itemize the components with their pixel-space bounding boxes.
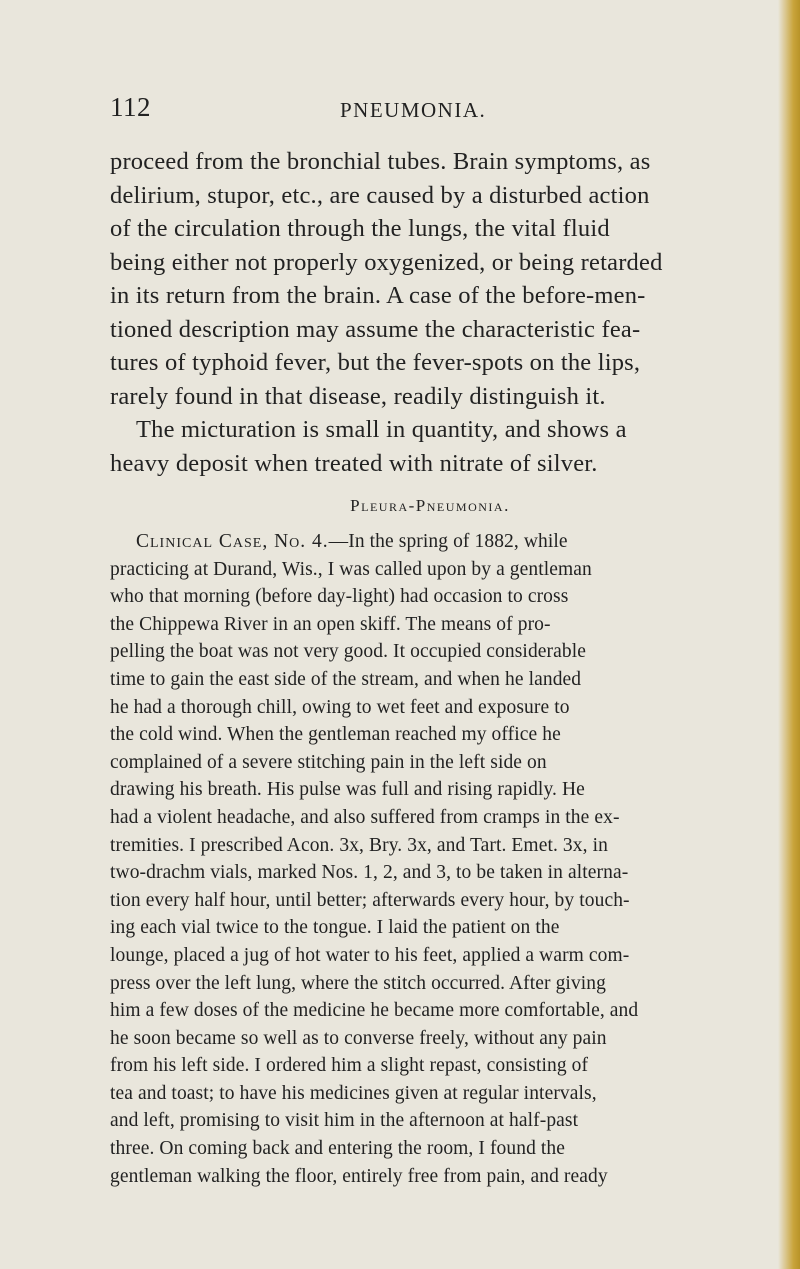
text-line: tioned description may assume the characteristic fea- (110, 315, 641, 343)
text-line: gentleman walking the floor, entirely free from pain, and ready (110, 1165, 608, 1187)
clinical-case-paragraph (110, 528, 750, 1190)
text-line: lounge, placed a jug of hot water to his feet, applied a warm com- (110, 944, 630, 966)
text-line: the cold wind. When the gentleman reached my office he (110, 724, 561, 746)
text-line: press over the left lung, where the stitch occurred. After giving (110, 972, 607, 994)
text-line: three. On coming back and entering the room, I found the (110, 1138, 566, 1160)
text-line: practicing at Durand, Wis., I was called upon by a gentleman (110, 558, 592, 580)
text-line: the Chippewa River in an open skiff. The means of pro- (110, 613, 551, 635)
text-line: time to gain the east side of the stream, and when he landed (110, 668, 582, 690)
text-line: tion every half hour, until better; afterwards every hour, by touch- (110, 889, 630, 911)
text-line (110, 528, 750, 556)
text-line: tures of typhoid fever, but the fever-spots on the lips, (110, 349, 641, 376)
text-line: him a few doses of the medicine he became more comfortable, and (110, 1000, 639, 1022)
case-first-line-rest: —In the spring of 1882, while (328, 531, 568, 552)
text-line: proceed from the bronchial tubes. Brain symptoms, as (110, 148, 651, 175)
text-line: in its return from the brain. A case of the before-men- (110, 282, 646, 309)
paragraph-intro (110, 145, 750, 480)
page-header (110, 92, 750, 132)
text-line: The micturation is small in quantity, and shows a (136, 416, 627, 443)
text-line: tremities. I prescribed Acon. 3x, Bry. 3x, and Tart. Emet. 3x, in (110, 834, 608, 856)
text-line: pelling the boat was not very good. It occupied considerable (110, 641, 587, 663)
text-line: being either not properly oxygenized, or being retarded (110, 248, 663, 276)
text-line: delirium, stupor, etc., are caused by a disturbed action (110, 181, 650, 209)
case-lead: Clinical Case, No. 4. (136, 531, 329, 552)
text-line: drawing his breath. His pulse was full and rising rapidly. He (110, 779, 585, 801)
section-heading: Pleura-Pneumonia. (350, 496, 510, 515)
text-line: from his left side. I ordered him a slight repast, consisting of (110, 1055, 589, 1077)
text-line: ing each vial twice to the tongue. I laid the patient on the (110, 917, 560, 939)
text-line: he soon became so well as to converse freely, without any pain (110, 1027, 607, 1049)
text-line: of the circulation through the lungs, the vital fluid (110, 215, 610, 242)
text-line: rarely found in that disease, readily distinguish it. (110, 382, 606, 410)
page-edge-shadow (778, 0, 800, 1269)
text-line: he had a thorough chill, owing to wet feet and exposure to (110, 696, 570, 718)
text-line: complained of a severe stitching pain in the left side on (110, 751, 547, 773)
running-title: PNEUMONIA. (340, 98, 487, 122)
text-line: tea and toast; to have his medicines given at regular intervals, (110, 1082, 597, 1104)
text-line: who that morning (before day-light) had occasion to cross (110, 586, 569, 608)
text-line: two-drachm vials, marked Nos. 1, 2, and 3, to be taken in alterna- (110, 862, 629, 884)
text-line: had a violent headache, and also suffered from cramps in the ex- (110, 806, 620, 828)
text-line: heavy deposit when treated with nitrate of silver. (110, 449, 598, 477)
page-number: 112 (110, 92, 151, 122)
body-text (110, 145, 750, 1190)
text-line: and left, promising to visit him in the afternoon at half-past (110, 1110, 579, 1132)
